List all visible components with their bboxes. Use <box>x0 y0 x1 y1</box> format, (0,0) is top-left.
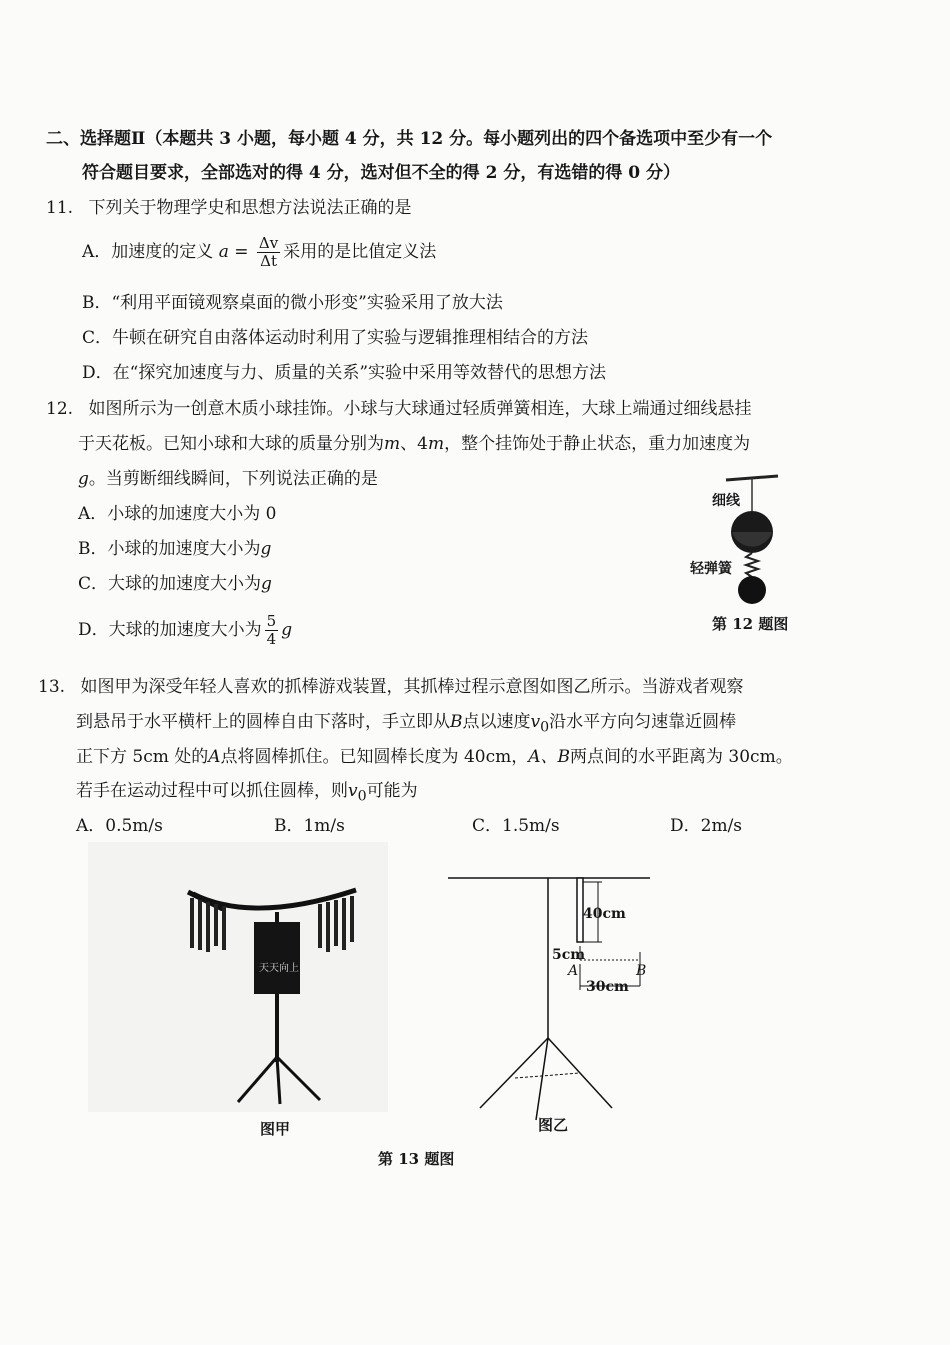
q12-option-c-g: g <box>261 574 272 594</box>
q13-stem-line3 <box>76 746 793 768</box>
q13-stem4-pre: 若手在运动过程中可以抓住圆棒，则 <box>76 781 348 801</box>
photo-background <box>88 842 388 1112</box>
q11-stem-text: 下列关于物理学史和思想方法说法正确的是 <box>88 198 412 218</box>
yi-leg-left <box>480 1038 548 1108</box>
q12-stem-line2 <box>78 433 750 455</box>
q12-option-a: A．小球的加速度大小为 0 <box>78 504 277 524</box>
q12-mass-m: m <box>384 434 401 454</box>
q11-option-a-eq: = <box>228 242 254 262</box>
q13-fig-yi-b: B <box>636 963 647 979</box>
q12-mass-4m: m <box>427 434 445 454</box>
q12-stem-line1 <box>46 398 751 420</box>
q13-option-d: D．2m/s <box>670 816 743 836</box>
fraction-denominator: 4 <box>266 630 277 648</box>
q12-fig-caption: 第 12 题图 <box>712 615 789 633</box>
q12-option-b-g: g <box>260 539 272 559</box>
q12-stem2-post: ，整个挂饰处于静止状态，重力加速度为 <box>444 434 751 454</box>
q12-fig-thread-label: 细线 <box>712 493 740 509</box>
q12-option-d-fraction <box>265 613 279 648</box>
q12-number: 12. <box>46 399 74 419</box>
q11-option-a-post: 采用的是比值定义法 <box>283 242 437 262</box>
q13-fig-jia-label: 图甲 <box>260 1120 291 1138</box>
q13-figure-yi <box>440 868 660 1128</box>
fraction-numerator: Δv <box>258 234 279 252</box>
q11-option-c: C．牛顿在研究自由落体运动时利用了实验与逻辑推理相结合的方法 <box>82 328 589 348</box>
q11-option-a <box>82 232 436 272</box>
q13-option-b: B．1m/s <box>274 816 345 836</box>
q12-fig-spring-label: 轻弹簧 <box>690 561 732 577</box>
q12-stem2-pre: 于天花板。已知小球和大球的质量分别为 <box>78 434 384 454</box>
section-title-cont: 符合题目要求，全部选对的得 4 分，选对但不全的得 2 分，有选错的得 0 分） <box>82 163 680 183</box>
q13-fig-yi-30: 30cm <box>586 979 629 995</box>
jia-sign-text: 天天向上 <box>259 963 299 974</box>
q13-number: 13. <box>38 677 66 697</box>
q12-option-b-text: B．小球的加速度大小为 <box>78 539 261 559</box>
q11-stem <box>46 197 411 219</box>
q13-figure-jia <box>88 842 388 1112</box>
q13-velocity-subscript-2: 0 <box>357 788 367 805</box>
q11-option-a-symbol: a <box>218 242 229 262</box>
fraction-numerator: 5 <box>266 612 277 630</box>
q11-option-a-pre: A．加速度的定义 <box>82 242 214 262</box>
q12-stem-line3 <box>78 468 378 490</box>
small-ball <box>738 576 766 604</box>
section-title: 二、选择题Ⅱ（本题共 3 小题，每小题 4 分，共 12 分。每小题列出的四个备选项中至少有一个 <box>46 129 773 149</box>
q13-option-c: C．1.5m/s <box>472 816 560 836</box>
spring <box>746 553 758 577</box>
q13-velocity-v-2: v <box>348 781 358 801</box>
yi-leg-back <box>536 1038 548 1120</box>
q11-option-a-fraction <box>257 235 280 270</box>
q12-option-d-g: g <box>281 620 293 640</box>
q12-option-c-text: C．大球的加速度大小为 <box>78 574 262 594</box>
q12-option-d <box>78 610 292 650</box>
q11-option-d: D．在“探究加速度与力、质量的关系”实验中采用等效替代的思想方法 <box>82 363 607 383</box>
q11-number: 11. <box>46 198 74 218</box>
q12-option-c <box>78 573 272 595</box>
q13-fig-caption: 第 13 题图 <box>378 1150 455 1168</box>
q13-option-a: A．0.5m/s <box>76 816 163 836</box>
q13-stem2-pre: 到悬吊于水平横杆上的圆棒自由下落时，手立即从 <box>76 712 450 732</box>
q12-stem2-sep: 、4 <box>400 434 428 454</box>
q12-stem-text1: 如图所示为一创意木质小球挂饰。小球与大球通过轻质弹簧相连，大球上端通过细线悬挂 <box>88 399 752 419</box>
q13-stem3-post: 两点间的水平距离为 30cm。 <box>570 747 793 767</box>
q12-option-b <box>78 538 271 560</box>
q13-stem2-post: 沿水平方向匀速靠近圆棒 <box>549 712 737 732</box>
q12-stem3-post: 。当剪断细线瞬间，下列说法正确的是 <box>88 469 378 489</box>
q13-fig-yi-label: 图乙 <box>538 1116 569 1134</box>
q13-fig-yi-a: A <box>568 963 579 979</box>
q13-stem4-post: 可能为 <box>366 781 418 801</box>
yi-leg-brace <box>515 1073 580 1078</box>
fraction-denominator: Δt <box>260 252 277 270</box>
q11-option-b: B．“利用平面镜观察桌面的微小形变”实验采用了放大法 <box>82 293 503 313</box>
q13-fig-yi-40: 40cm <box>583 906 626 922</box>
q13-stem2-mid: 点以速度 <box>462 712 531 732</box>
q13-stem3-mid: 点将圆棒抓住。已知圆棒长度为 40cm， <box>220 747 529 767</box>
q12-option-d-text: D．大球的加速度大小为 <box>78 620 262 640</box>
q13-stem-line2 <box>76 711 736 738</box>
q13-fig-yi-5: 5cm <box>552 947 586 963</box>
q12-gravity-g: g <box>78 469 89 489</box>
q13-velocity-subscript: 0 <box>540 719 550 736</box>
q13-velocity-v: v <box>530 712 541 732</box>
q13-points-ab: A、B <box>528 747 571 767</box>
q13-stem3-pre: 正下方 5cm 处的 <box>76 747 209 767</box>
q13-stem-text1: 如图甲为深受年轻人喜欢的抓棒游戏装置，其抓棒过程示意图如图乙所示。当游戏者观察 <box>80 677 744 697</box>
q13-point-a: A <box>208 747 221 767</box>
q12-figure <box>680 470 800 610</box>
q13-stem-line4 <box>76 780 418 807</box>
q13-stem-line1 <box>38 676 743 698</box>
q13-point-b: B <box>450 712 463 732</box>
